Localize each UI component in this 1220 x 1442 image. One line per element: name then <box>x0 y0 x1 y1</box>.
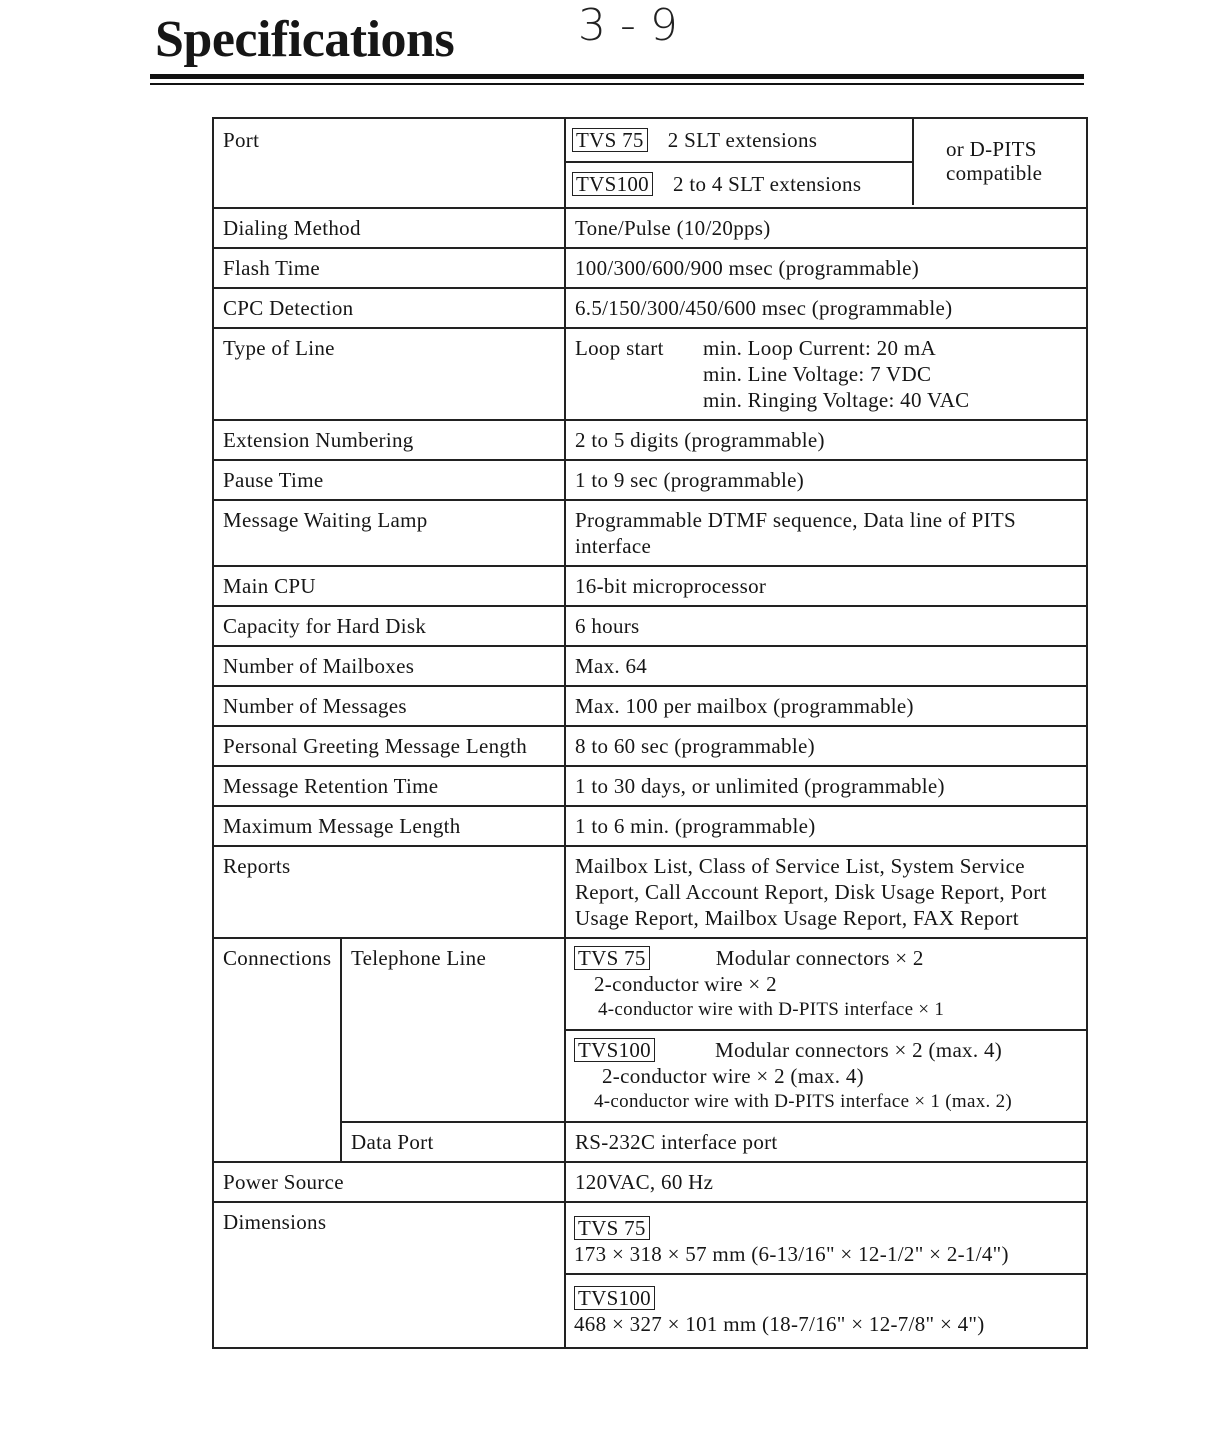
telephone-line-tvs75 <box>566 939 1086 1029</box>
conn-line: 4-conductor wire with D-PITS interface × 1 <box>598 999 945 1020</box>
row-label: Number of Mailboxes <box>213 646 565 686</box>
line-spec: min. Ringing Voltage: 40 VAC <box>703 388 970 412</box>
row-label: Main CPU <box>213 566 565 606</box>
handwritten-note: 3 - 9 <box>578 0 678 51</box>
table-row <box>213 118 1087 208</box>
row-value: Programmable DTMF sequence, Data line of PITS interface <box>565 500 1087 566</box>
row-label: Number of Messages <box>213 686 565 726</box>
dimensions-line: 173 × 318 × 57 mm (6-13/16" × 12-1/2" × 2-1/4") <box>574 1242 1009 1266</box>
dimensions-tvs75 <box>566 1203 1086 1273</box>
table-row <box>213 606 1087 646</box>
dimensions-value <box>565 1202 1087 1348</box>
row-value: 6 hours <box>565 606 1087 646</box>
row-value: 1 to 6 min. (programmable) <box>565 806 1087 846</box>
conn-line: Modular connectors × 2 (max. 4) <box>714 1038 1003 1062</box>
row-value: 16-bit microprocessor <box>565 566 1087 606</box>
row-label: Pause Time <box>213 460 565 500</box>
row-value: 6.5/150/300/450/600 msec (programmable) <box>565 288 1087 328</box>
row-value: Max. 100 per mailbox (programmable) <box>565 686 1087 726</box>
table-row <box>213 766 1087 806</box>
line-spec: min. Line Voltage: 7 VDC <box>703 362 932 386</box>
row-label: Dimensions <box>213 1202 565 1348</box>
specifications-table <box>212 117 1088 1349</box>
port-compat <box>914 119 1086 205</box>
row-value: 8 to 60 sec (programmable) <box>565 726 1087 766</box>
conn-line: 2-conductor wire × 2 <box>594 972 777 996</box>
port-tvs75 <box>566 119 914 163</box>
row-sublabel: Telephone Line <box>341 938 565 1122</box>
conn-line: 4-conductor wire with D-PITS interface × 1 (max. 2) <box>594 1091 1013 1112</box>
dimensions-tvs100 <box>566 1273 1086 1347</box>
row-label: Personal Greeting Message Length <box>213 726 565 766</box>
port-tvs75-text: 2 SLT extensions <box>667 128 818 152</box>
row-label: Connections <box>213 938 341 1162</box>
telephone-line-tvs100 <box>566 1029 1086 1121</box>
conn-line: 2-conductor wire × 2 (max. 4) <box>602 1064 864 1088</box>
table-row <box>213 248 1087 288</box>
row-value: Mailbox List, Class of Service List, System Service Report, Call Account Report, Disk Usage Report, Port Usage Report, Mailbox Usage Report, FAX Report <box>565 846 1087 938</box>
table-row <box>213 846 1087 938</box>
model-tag: TVS100 <box>572 172 653 196</box>
title-rule-thick <box>150 74 1084 79</box>
line-spec: min. Loop Current: 20 mA <box>703 336 936 360</box>
port-value <box>565 118 1087 208</box>
row-value: 120VAC, 60 Hz <box>565 1162 1087 1202</box>
table-row <box>213 806 1087 846</box>
table-row <box>213 1202 1087 1348</box>
table-row <box>213 460 1087 500</box>
table-row <box>213 1162 1087 1202</box>
row-value: 100/300/600/900 msec (programmable) <box>565 248 1087 288</box>
table-row <box>213 566 1087 606</box>
model-tag: TVS100 <box>574 1038 655 1062</box>
compat-line: compatible <box>946 161 1043 185</box>
row-label: Type of Line <box>213 328 565 420</box>
row-label: Port <box>213 118 565 208</box>
row-value: 2 to 5 digits (programmable) <box>565 420 1087 460</box>
port-tvs100 <box>566 163 914 205</box>
conn-line: Modular connectors × 2 <box>715 946 924 970</box>
dimensions-line: 468 × 327 × 101 mm (18-7/16" × 12-7/8" × 4") <box>574 1312 985 1336</box>
row-value: 1 to 9 sec (programmable) <box>565 460 1087 500</box>
model-tag: TVS100 <box>574 1286 655 1310</box>
table-row <box>213 646 1087 686</box>
row-value: RS-232C interface port <box>565 1122 1087 1162</box>
row-label: Extension Numbering <box>213 420 565 460</box>
port-tvs100-text: 2 to 4 SLT extensions <box>672 172 862 196</box>
table-row <box>213 208 1087 248</box>
row-label: Power Source <box>213 1162 565 1202</box>
row-label: Dialing Method <box>213 208 565 248</box>
table-row <box>213 938 1087 1122</box>
row-label: Message Retention Time <box>213 766 565 806</box>
row-label: Flash Time <box>213 248 565 288</box>
row-label: Maximum Message Length <box>213 806 565 846</box>
model-tag: TVS 75 <box>574 1216 650 1240</box>
row-value: Tone/Pulse (10/20pps) <box>565 208 1087 248</box>
row-sublabel: Data Port <box>341 1122 565 1162</box>
table-row <box>213 500 1087 566</box>
table-row <box>213 726 1087 766</box>
line-type: Loop start <box>575 336 664 360</box>
model-tag: TVS 75 <box>572 128 648 152</box>
title-rule-thin <box>150 83 1084 85</box>
row-label: CPC Detection <box>213 288 565 328</box>
row-value <box>565 328 1087 420</box>
row-value: Max. 64 <box>565 646 1087 686</box>
compat-line: or D-PITS <box>946 137 1037 161</box>
table-row <box>213 420 1087 460</box>
row-label: Message Waiting Lamp <box>213 500 565 566</box>
page-title: Specifications <box>155 11 455 68</box>
row-label: Reports <box>213 846 565 938</box>
table-row <box>213 1122 1087 1162</box>
row-value: 1 to 30 days, or unlimited (programmable) <box>565 766 1087 806</box>
telephone-line-value <box>565 938 1087 1122</box>
row-label: Capacity for Hard Disk <box>213 606 565 646</box>
table-row <box>213 686 1087 726</box>
model-tag: TVS 75 <box>574 946 650 970</box>
table-row <box>213 328 1087 420</box>
table-row <box>213 288 1087 328</box>
